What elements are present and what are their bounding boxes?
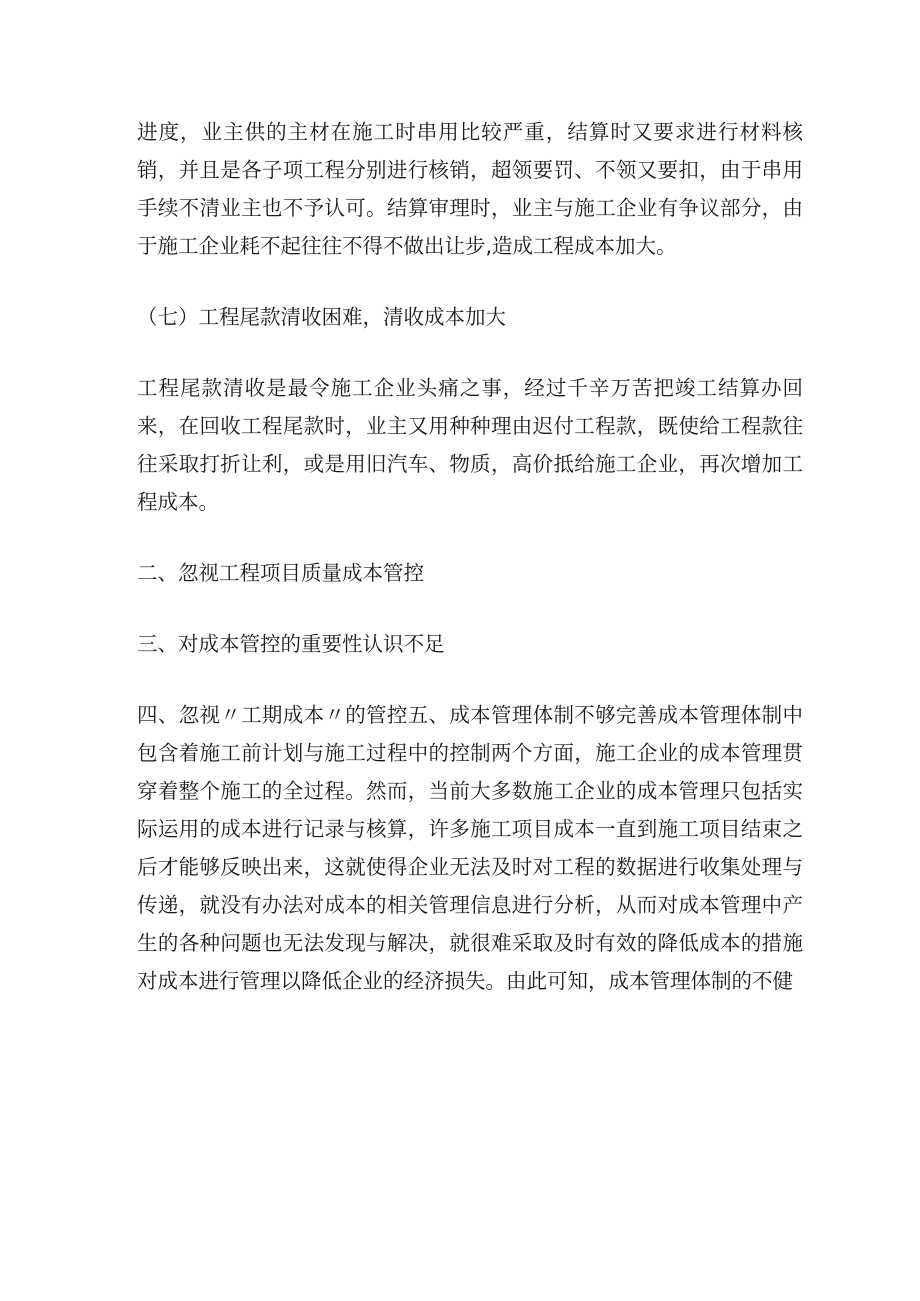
paragraph-final-payment: 工程尾款清收是最令施工企业头痛之事，经过千辛万苦把竣工结算办回来，在回收工程尾款时，业主又用种种理由迟付工程款，既使给工程款往往采取打折让利，或是用旧汽车、物质，高价抵给施工企业，再次增加工程成本。	[137, 376, 803, 514]
section-heading-three: 三、对成本管控的重要性认识不足	[137, 632, 445, 656]
section-heading-two: 二、忽视工程项目质量成本管控	[137, 561, 424, 585]
paragraph-settlement-issues: 进度，业主供的主材在施工时串用比较严重，结算时又要求进行材料核销，并且是各子项工程分别进行核销，超领要罚、不领又要扣，由于串用手续不清业主也不予认可。结算审理时，业主与施工企业有争议部分，由于施工企业耗不起往往不得不做出让步,造成工程成本加大。	[137, 120, 803, 258]
document-body	[137, 113, 803, 1000]
section-heading-seven: （七）工程尾款清收困难，清收成本加大	[137, 305, 506, 329]
paragraph-management-system: 四、忽视〃工期成本〃的管控五、成本管理体制不够完善成本管理体制中包含着施工前计划与施工过程中的控制两个方面，施工企业的成本管理贯穿着整个施工的全过程。然而，当前大多数施工企业的成本管理只包括实际运用的成本进行记录与核算，许多施工项目成本一直到施工项目结束之后才能够反映出来，这就使得企业无法及时对工程的数据进行收集处理与传递，就没有办法对成本的相关管理信息进行分析，从而对成本管理中产生的各种问题也无法发现与解决，就很难采取及时有效的降低成本的措施对成本进行管理以降低企业的经济损失。由此可知，成本管理体制的不健	[137, 703, 803, 993]
